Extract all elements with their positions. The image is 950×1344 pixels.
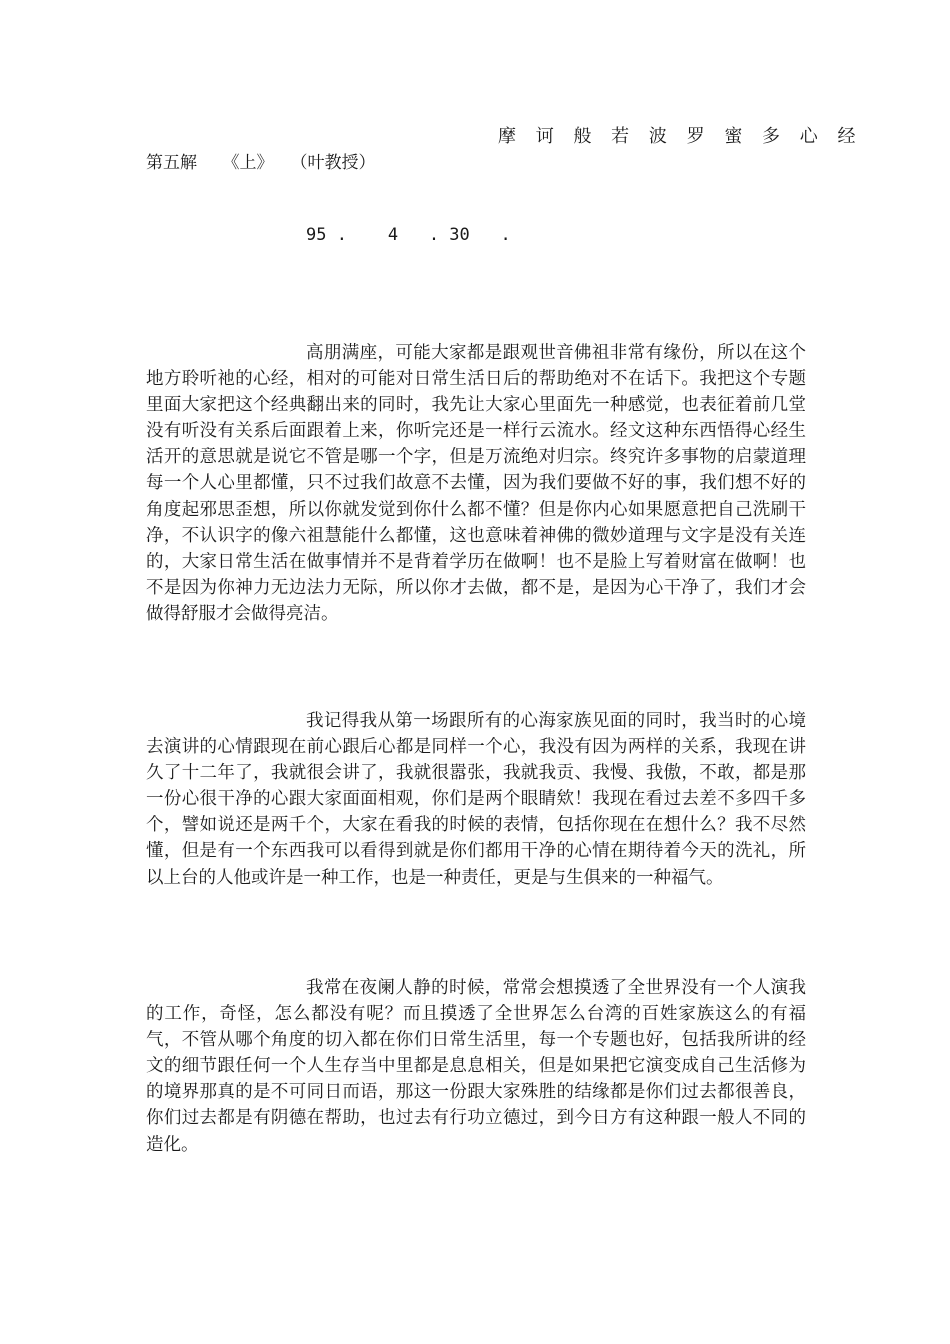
paragraph-1: 高朋满座，可能大家都是跟观世音佛祖非常有缘份，所以在这个地方聆听祂的心经，相对的可能对日常生活日后的帮助绝对不在话下。我把这个专题里面大家把这个经典翻出来的同时，我先让大家心里面先一种感觉，也表征着前几堂没有听没有关系后面跟着上来，你听完还是一样行云流水。经文这种东西悟得心经生活开的意思就是说它不管是哪一个字，但是万流绝对归宗。终究许多事物的启蒙道理每一个人心里都懂，只不过我们故意不去懂，因为我们要做不好的事，我们想不好的角度起邪思歪想，所以你就发觉到你什么都不懂？但是你内心如果愿意把自己洗刷干净，不认识字的像六祖慧能什么都懂，这也意味着神佛的微妙道理与文字是没有关连的，大家日常生活在做事情并不是背着学历在做啊！也不是脸上写着财富在做啊！也不是因为你神力无边法力无际，所以你才去做，都不是，是因为心干净了，我们才会做得舒服才会做得亮洁。 — [146, 343, 806, 624]
paragraph-3: 我常在夜阑人静的时候，常常会想摸透了全世界没有一个人演我的工作，奇怪，怎么都没有呢？而且摸透了全世界怎么台湾的百姓家族这么的有福气，不管从哪个角度的切入都在你们日常生活里，每一个专题也好，包括我所讲的经文的细节跟任何一个人生存当中里都是息息相关，但是如果把它演变成自己生活修为的境界那真的是不可同日而语，那这一份跟大家殊胜的结缘都是你们过去都很善良，你们过去都是有阴德在帮助，也过去有行功立德过，到今日方有这种跟一般人不同的造化。 — [146, 978, 806, 1155]
paragraph-2: 我记得我从第一场跟所有的心海家族见面的同时，我当时的心境去演讲的心情跟现在前心跟后心都是同样一个心，我没有因为两样的关系，我现在讲久了十二年了，我就很会讲了，我就很嚣张，我就我贡、我慢、我傲，不敢，都是那一份心很干净的心跟大家面面相观，你们是两个眼睛欸！我现在看过去差不多四千多个，譬如说还是两千个，大家在看我的时候的表情，包括你现在在想什么？我不尽然懂，但是有一个东西我可以看得到就是你们都用干净的心情在期待着今天的洗礼，所以上台的人他或许是一种工作，也是一种责任，更是与生俱来的一种福气。 — [146, 711, 806, 888]
document-date: 95 . 4 . 30 . — [306, 225, 511, 245]
document-subtitle: 第五解 《上》 （叶教授） — [146, 153, 376, 173]
document-title: 摩 诃 般 若 波 罗 蜜 多 心 经 — [498, 126, 863, 147]
